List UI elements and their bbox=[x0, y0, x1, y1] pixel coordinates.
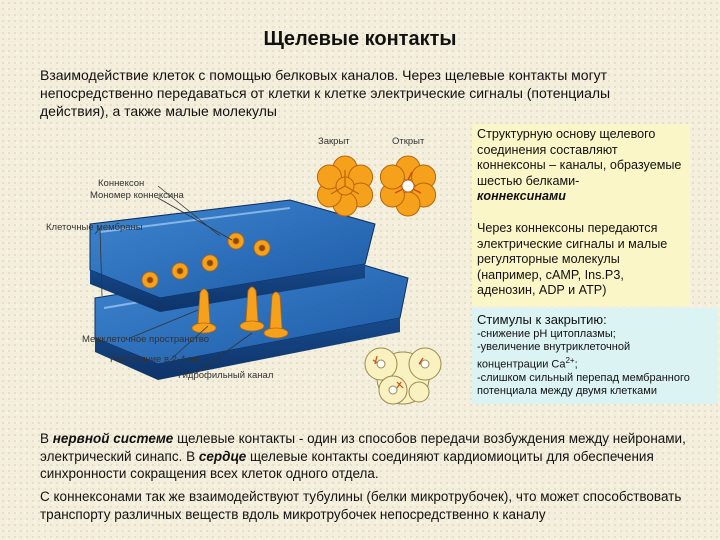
info-box-transmission bbox=[472, 218, 690, 306]
closed-connexon bbox=[317, 156, 372, 216]
calcium-charge: 2+ bbox=[565, 356, 575, 366]
closure-heading: Стимулы к закрытию: bbox=[477, 312, 607, 327]
text-run: В bbox=[40, 431, 53, 446]
structure-text: Структурную основу щелевого соединения составляют коннексоны – каналы, образуемые шестью белками- bbox=[477, 127, 682, 188]
label-gap: Расстояние в 2-4 нм bbox=[110, 354, 200, 365]
transmission-text: Через коннексоны передаются электрические сигналы и малые регуляторные молекулы (например, cAMP, Ins.P3, аденозин, ADP и ATP) bbox=[477, 221, 668, 297]
connexon-rosette bbox=[202, 255, 218, 271]
open-connexon bbox=[380, 156, 435, 216]
label-connexon: Коннексон bbox=[98, 178, 145, 189]
connexon-rosette bbox=[254, 240, 270, 256]
info-box-closure-stimuli bbox=[472, 308, 718, 404]
calcium-tail: ; bbox=[574, 359, 578, 372]
connexon-channel bbox=[270, 292, 282, 332]
intro-paragraph: Взаимодействие клеток с помощью белковых каналов. Через щелевые контакты могут непосредственно передаваться от клетки к клетке электрические сигналы (потенциалы действия), а также малые молекулы bbox=[40, 67, 611, 119]
nervous-system-term: нервной системе bbox=[52, 431, 174, 446]
connexins-term: коннексинами bbox=[477, 189, 566, 203]
connexon-base bbox=[240, 321, 264, 331]
closure-item: -слишком сильный перепад мембранного bbox=[477, 372, 690, 385]
channel-cross-section bbox=[365, 348, 441, 404]
text-run: щелевые контакты - один из способов передачи возбуждения между нейронами, электрический синапс. В bbox=[40, 431, 686, 464]
closure-item: -увеличение внутриклеточной bbox=[477, 341, 631, 354]
tubulin-paragraph: С коннексонами так же взаимодействуют тубулины (белки микротрубочек), что может способствовать транспорту различных веществ вдоль микротрубочек непосредственно к каналу bbox=[40, 489, 682, 522]
closure-item: потенциала между двумя клетками bbox=[477, 385, 657, 398]
connexon-rosette bbox=[142, 272, 158, 288]
closure-item-calcium bbox=[477, 354, 713, 372]
label-monomer: Мономер коннексина bbox=[90, 190, 184, 201]
label-open: Открыт bbox=[392, 136, 425, 147]
label-channel: Гидрофильный канал bbox=[178, 370, 274, 381]
text-run: щелевые контакты соединяют кардиомиоциты для обеспечения синхронности сокращения всех клеток одного отдела. bbox=[40, 448, 654, 481]
connexon-channel bbox=[198, 289, 210, 327]
nervous-heart-paragraph bbox=[40, 430, 690, 483]
connexon-rosette bbox=[228, 233, 244, 249]
connexon-base bbox=[264, 328, 288, 338]
calcium-text: концентрации Ca bbox=[477, 359, 566, 372]
heart-term: сердце bbox=[198, 448, 247, 464]
connexon-base bbox=[192, 323, 216, 333]
label-membranes: Клеточные мембраны bbox=[46, 222, 143, 233]
label-closed: Закрыт bbox=[318, 136, 350, 147]
connexon-rosette bbox=[172, 263, 188, 279]
connexon-channel bbox=[246, 287, 258, 325]
info-box-structure bbox=[472, 124, 690, 220]
page-title: Щелевые контакты bbox=[263, 28, 457, 50]
closure-item: -снижение pH цитоплазмы; bbox=[477, 328, 616, 340]
label-intercellular: Межклеточное пространство bbox=[82, 334, 209, 345]
